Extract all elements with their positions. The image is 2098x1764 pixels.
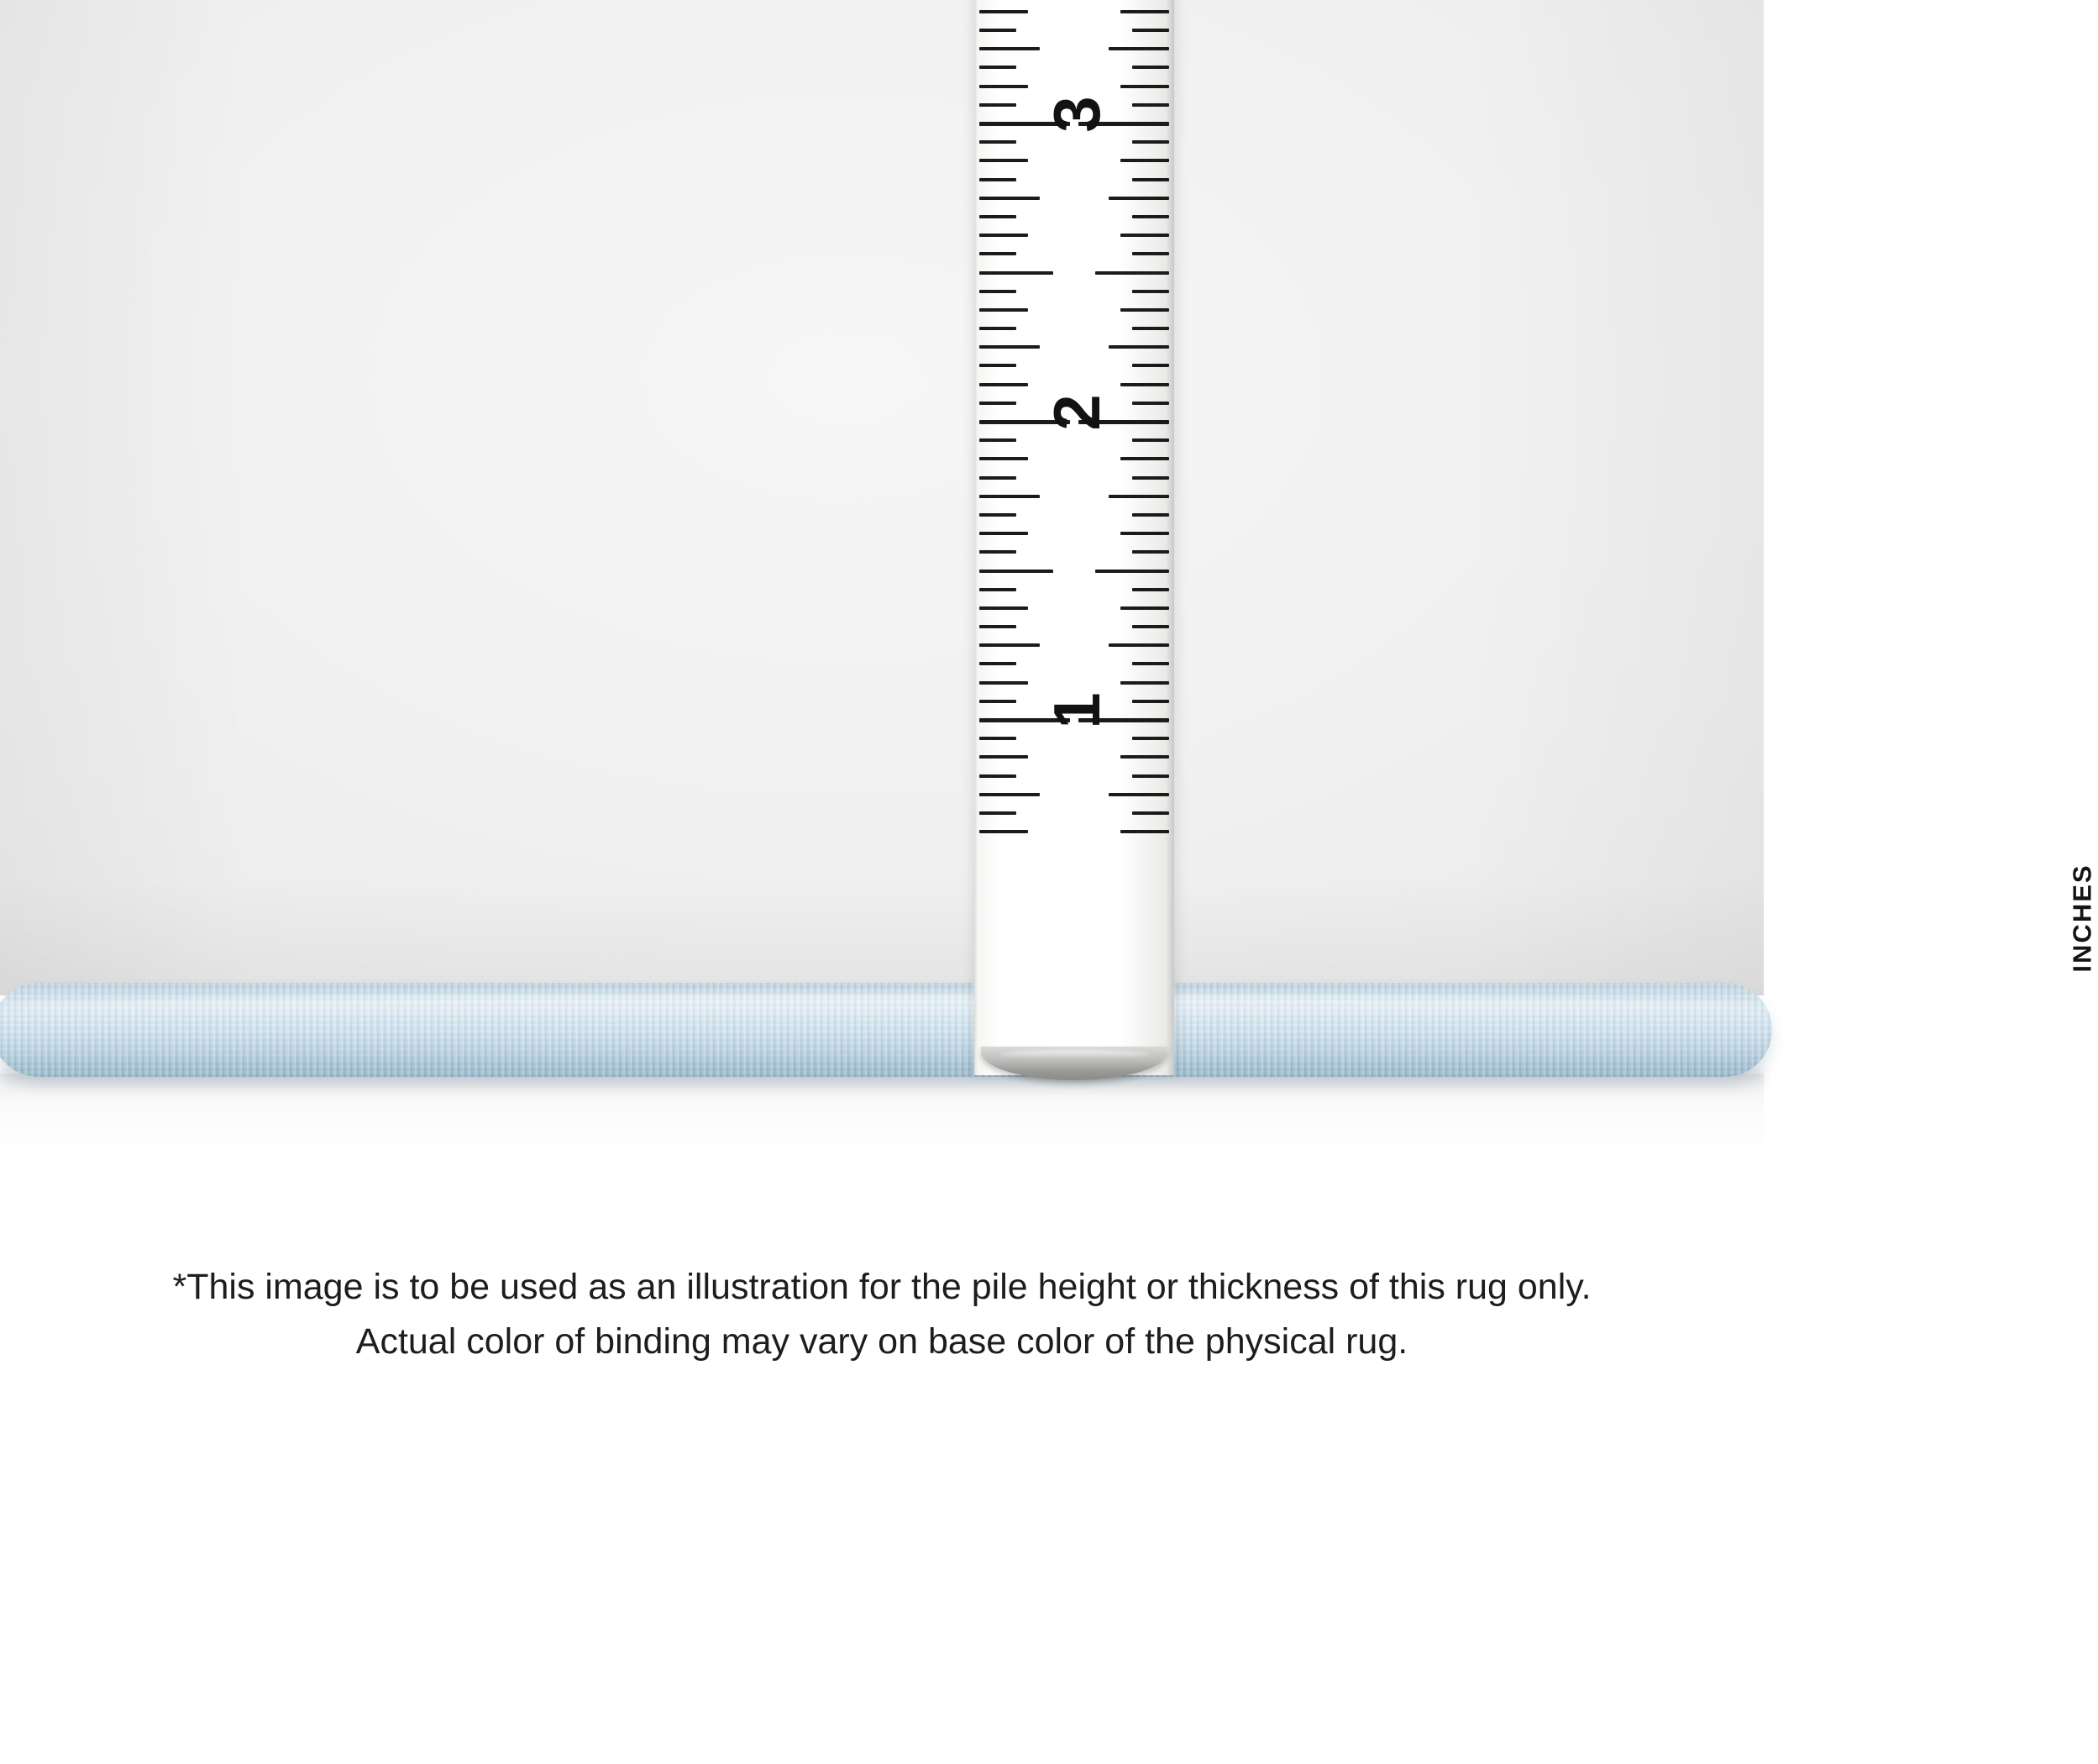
tape-tick xyxy=(979,85,1028,88)
tape-tick xyxy=(1132,327,1169,330)
tape-tick xyxy=(1120,606,1169,610)
caption-line-1: *This image is to be used as an illustration for the pile height or thickness of this rug only. xyxy=(172,1267,1592,1307)
backdrop-wall xyxy=(0,0,1764,995)
tape-tick xyxy=(979,513,1016,517)
tape-tick xyxy=(979,811,1016,815)
tape-tick xyxy=(979,606,1028,610)
tape-inch-label-3: 3 xyxy=(1040,96,1114,133)
tape-tick xyxy=(979,29,1016,32)
tape-tick xyxy=(1132,29,1169,32)
tape-tick xyxy=(979,495,1040,498)
tape-tick xyxy=(979,66,1016,69)
tape-tick xyxy=(1132,513,1169,517)
tape-tick xyxy=(979,364,1016,367)
tape-tick xyxy=(979,383,1028,386)
tape-tick xyxy=(979,532,1028,535)
tape-tick xyxy=(1109,197,1169,200)
tape-tick xyxy=(1132,700,1169,703)
tape-tick xyxy=(979,774,1016,778)
tape-tick xyxy=(979,345,1040,349)
tape-tick xyxy=(1120,755,1169,759)
tape-tick xyxy=(979,271,1053,275)
tape-tick xyxy=(979,252,1016,255)
tape-tick xyxy=(1120,830,1169,833)
tape-tick xyxy=(1120,234,1169,237)
tape-tick xyxy=(1109,793,1169,796)
backdrop-shadow-right xyxy=(1461,0,1764,995)
tape-tick xyxy=(1132,140,1169,144)
tape-inch-label-1: 1 xyxy=(1040,692,1114,729)
tape-tick xyxy=(1132,215,1169,218)
tape-tick xyxy=(1120,10,1169,13)
tape-tick xyxy=(979,662,1016,665)
tape-tick xyxy=(1132,402,1169,405)
tape-tick xyxy=(1109,47,1169,50)
tape-tick xyxy=(979,681,1028,685)
tape-tick xyxy=(979,830,1028,833)
tape-tick xyxy=(1109,643,1169,647)
tape-tick xyxy=(1109,345,1169,349)
tape-tick xyxy=(979,457,1028,460)
caption-block xyxy=(0,1260,1764,1368)
tape-tick xyxy=(1120,308,1169,312)
tape-tick xyxy=(979,215,1016,218)
tape-tick xyxy=(1132,476,1169,480)
tape-tick xyxy=(1132,662,1169,665)
tape-tick xyxy=(979,197,1040,200)
backdrop-shadow-bottom xyxy=(0,878,1764,995)
tape-tick xyxy=(1132,178,1169,181)
tape-tick xyxy=(979,308,1028,312)
tape-edge-left xyxy=(974,0,978,1075)
tape-tick xyxy=(979,327,1016,330)
tape-tick xyxy=(1132,550,1169,554)
tape-tick xyxy=(979,234,1028,237)
tape-inch-label-2: 2 xyxy=(1040,394,1114,431)
tape-tick xyxy=(1132,290,1169,293)
tape-tick xyxy=(1132,438,1169,442)
tape-tick xyxy=(979,570,1053,573)
tape-tick xyxy=(1132,811,1169,815)
tape-tip-shine xyxy=(999,1050,1149,1058)
tape-tick xyxy=(1095,570,1169,573)
tape-tick xyxy=(979,178,1016,181)
rug-binding-edge xyxy=(0,983,1772,1077)
tape-tick xyxy=(979,737,1016,740)
tape-tick xyxy=(1120,85,1169,88)
tape-tick xyxy=(979,793,1040,796)
tape-tick xyxy=(979,476,1016,480)
tape-tick xyxy=(1120,383,1169,386)
backdrop-shadow-left xyxy=(0,0,252,995)
tape-tick xyxy=(979,588,1016,591)
tape-tick xyxy=(1132,66,1169,69)
tape-tick xyxy=(1132,364,1169,367)
tape-tick xyxy=(979,438,1016,442)
tape-tick xyxy=(979,10,1028,13)
tape-tick xyxy=(979,402,1016,405)
tape-tick xyxy=(1132,252,1169,255)
caption-line-2: Actual color of binding may vary on base color of the physical rug. xyxy=(355,1320,1408,1362)
tape-tick xyxy=(1132,737,1169,740)
tape-tick xyxy=(979,755,1028,759)
tape-tick xyxy=(979,700,1016,703)
rug-highlight xyxy=(0,995,1772,1016)
tape-tick xyxy=(1095,271,1169,275)
tape-tick xyxy=(1132,625,1169,628)
tape-tick xyxy=(979,643,1040,647)
tape-tick xyxy=(979,103,1016,107)
tape-tick xyxy=(979,159,1028,162)
tape-tick xyxy=(1120,457,1169,460)
measuring-tape xyxy=(974,0,2097,1075)
tape-tick xyxy=(979,550,1016,554)
tape-unit-label: INCHES xyxy=(2067,864,2097,973)
tape-tick xyxy=(979,47,1040,50)
tape-tick xyxy=(1132,774,1169,778)
tape-tick xyxy=(1120,681,1169,685)
tape-tick xyxy=(1120,159,1169,162)
tape-tick xyxy=(979,140,1016,144)
tape-tick xyxy=(1132,103,1169,107)
tape-tick xyxy=(1132,588,1169,591)
tape-tick xyxy=(979,625,1016,628)
tape-tick xyxy=(979,290,1016,293)
tape-tick xyxy=(1120,532,1169,535)
tape-tick xyxy=(1109,495,1169,498)
